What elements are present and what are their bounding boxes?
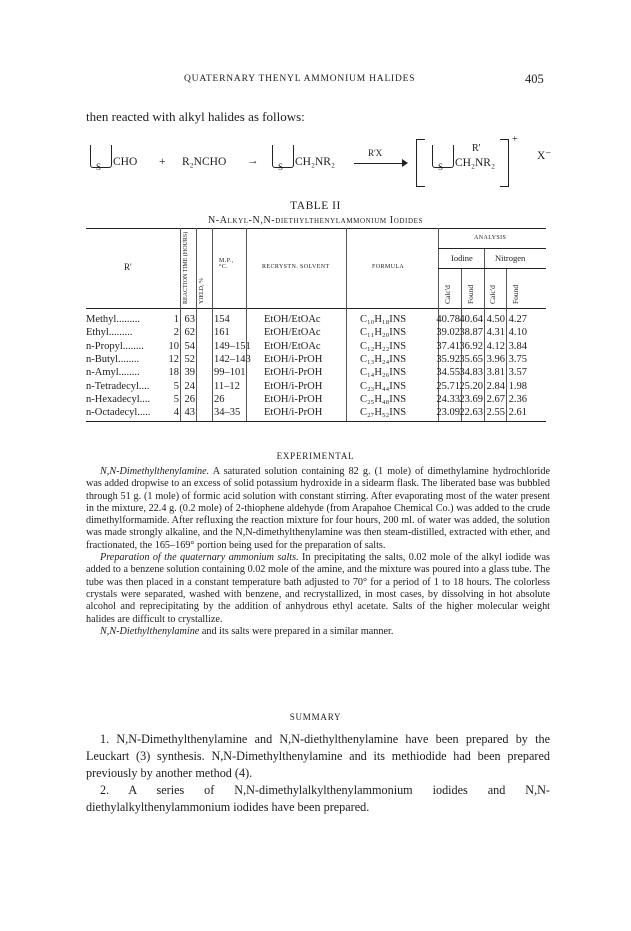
cell-i-calc: 39.02: [436, 327, 460, 339]
cell-mp: 161: [214, 327, 230, 339]
table-header-rule: [86, 308, 546, 309]
cell-mp: 26: [214, 393, 225, 405]
cell-i-found: 22.63: [459, 407, 483, 419]
header-iodine-found: Found: [466, 284, 475, 304]
bracket-left: [416, 139, 425, 187]
table-bottom-rule: [86, 421, 546, 422]
cell-yield: 26: [184, 393, 195, 405]
cell-solvent: EtOH/i-PrOH: [264, 353, 323, 365]
reagent-label: R'X: [368, 148, 383, 158]
cell-n-calc: 2.55: [486, 407, 505, 419]
cell-n-found: 2.36: [508, 393, 527, 405]
cell-solvent: EtOH/EtOAc: [264, 327, 321, 339]
experimental-paragraph-3: [86, 626, 550, 638]
summary-heading: SUMMARY: [289, 712, 342, 722]
cell-time: 12: [168, 353, 179, 365]
cell-yield: 63: [184, 314, 195, 325]
header-solvent: RECRYSTN. SOLVENT: [262, 264, 330, 270]
col-divider: [506, 268, 507, 421]
p1-body: A saturated solution containing 82 g. (1 mole) of dimethylamine hydrochloride was added dropwise to an excess of solid potassium hydroxide in a sidearm flask. The liberated base was bubbled through 51 g. (1 mole) of formic acid solution with constant stirring. After evaporating most of the water present in the mixture, 22.4 g. (0.2 mole) of 2-thiophene aldehyde (from Arapahoe Chemical Co.) was added to the crude dimethylformamide. After refluxing the reaction mixture for four hours, 200 ml. of water was added, the solution was made strongly alkaline, and the N,N-dimethylthenylamine was then steam-distilled, extracted with ether, and fractionated, the 165–169° portion being used for the preparation of salts.: [86, 466, 551, 551]
cell-i-found: 34.83: [459, 367, 483, 379]
reaction-scheme: [0, 134, 631, 197]
cell-yield: 24: [184, 380, 195, 392]
amine-group: CH₂NR₂: [295, 156, 335, 168]
cell-n-found: 3.75: [508, 353, 527, 365]
cell-r: n-Amyl........: [86, 367, 140, 379]
bracket-right: [500, 139, 509, 187]
table-subtitle: N-Alkyl-N,N-diethylthenylammonium Iodides: [207, 215, 424, 226]
cell-time: 10: [168, 340, 179, 352]
cell-formula: C₁₁H₂₀INS: [360, 327, 407, 339]
summary-section: [86, 731, 550, 816]
plus-sign: +: [159, 156, 166, 168]
cell-r: n-Hexadecyl....: [86, 393, 151, 405]
header-nitrogen-calcd: Calc'd: [488, 285, 497, 304]
subgroup-rule: [438, 268, 546, 269]
cell-n-calc: 3.81: [486, 367, 505, 379]
cell-i-calc: 23.09: [436, 407, 460, 419]
experimental-paragraph-2: [86, 552, 550, 626]
cell-i-calc: 25.71: [436, 380, 460, 392]
arrow-1: →: [247, 155, 259, 167]
header-r: R': [124, 262, 132, 272]
col-divider: [484, 248, 485, 421]
cell-yield: 43: [184, 407, 195, 419]
cell-n-calc: 3.96: [486, 353, 505, 365]
col-divider: [246, 228, 247, 421]
running-title: QUATERNARY THENYL AMMONIUM HALIDES: [184, 74, 416, 84]
cell-i-found: 35.65: [459, 353, 483, 365]
arrow-2-shaft: [354, 163, 406, 164]
cell-mp: 99–101: [214, 367, 246, 379]
col-divider: [212, 228, 213, 421]
cell-i-calc: 34.55: [436, 367, 460, 379]
cell-i-found: 25.20: [459, 380, 483, 392]
header-nitrogen-found: Found: [511, 284, 520, 304]
cell-solvent: EtOH/i-PrOH: [264, 380, 323, 392]
aldehyde-group: CHO: [113, 156, 138, 168]
cell-yield: 54: [184, 340, 195, 352]
summary-item-1: 1. N,N-Dimethylthenylamine and N,N-diethylthenylamine have been prepared by the Leuckart (3) synthesis. N,N-Dimethylthenylamine and its methiodide had been prepared previously by another method (4).: [86, 732, 550, 780]
cell-formula: C₂₃H₄₄INS: [360, 380, 407, 392]
cell-formula: C₂₅H₄₈INS: [360, 393, 407, 405]
cell-mp: 149–151: [214, 340, 251, 352]
header-time: REACTION TIME (HOURS): [183, 231, 189, 304]
cell-i-found: 23.69: [459, 393, 483, 405]
header-iodine-calcd: Calc'd: [443, 285, 452, 304]
header-nitrogen: Nitrogen: [495, 253, 526, 263]
header-yield: YIELD, %: [199, 278, 205, 304]
p1-title: N,N-Dimethylthenylamine.: [100, 466, 210, 477]
cell-formula: C₁₃H₂₄INS: [360, 353, 407, 365]
cell-n-calc: 4.12: [486, 340, 505, 352]
header-iodine: Iodine: [451, 253, 473, 263]
r-prime-label: R': [472, 143, 481, 154]
cell-n-found: 4.10: [508, 327, 527, 339]
cell-r: Ethyl.........: [86, 327, 133, 339]
cell-n-calc: 2.84: [486, 380, 505, 392]
cell-time: 5: [173, 380, 179, 392]
analysis-rule: [438, 248, 546, 249]
cell-i-calc: 37.41: [436, 340, 460, 352]
cell-formula: C₁₀H₁₈INS: [360, 314, 407, 325]
cell-solvent: EtOH/EtOAc: [264, 314, 321, 325]
cell-i-found: 40.64: [459, 314, 483, 325]
sulfur-label-1: S: [96, 162, 102, 172]
formamide: R₂NCHO: [182, 156, 227, 168]
table-caption: TABLE II: [290, 200, 341, 212]
cell-r: n-Octadecyl.....: [86, 407, 151, 419]
sulfur-label-3: S: [438, 162, 444, 172]
col-divider: [196, 228, 197, 421]
cell-r: n-Tetradecyl....: [86, 380, 150, 392]
header-analysis: ANALYSIS: [474, 235, 507, 241]
header-formula: FORMULA: [372, 264, 405, 270]
p3-title: N,N-Diethylthenylamine: [100, 625, 200, 637]
cell-time: 2: [173, 327, 179, 339]
p3-body: and its salts were prepared in a similar manner.: [201, 625, 394, 637]
experimental-heading: EXPERIMENTAL: [276, 451, 355, 461]
cell-formula: C₁₂H₂₂INS: [360, 340, 407, 352]
charge-sign: +: [512, 134, 518, 145]
cell-yield: 62: [184, 327, 195, 339]
intro-text: then reacted with alkyl halides as follows:: [86, 109, 305, 124]
cell-n-calc: 4.50: [486, 314, 505, 325]
cell-n-found: 2.61: [508, 407, 527, 419]
cell-n-calc: 4.31: [486, 327, 505, 339]
cell-mp: 11–12: [214, 380, 240, 392]
cell-i-calc: 35.92: [436, 353, 460, 365]
anion: X⁻: [537, 150, 552, 162]
cell-formula: C₁₄H₂₆INS: [360, 367, 407, 379]
cell-mp: 154: [214, 314, 230, 325]
cell-mp: 34–35: [214, 407, 241, 419]
cell-solvent: EtOH/i-PrOH: [264, 407, 323, 419]
cell-r: n-Butyl........: [86, 353, 140, 365]
cell-yield: 52: [184, 353, 195, 365]
cell-n-found: 3.57: [508, 367, 527, 379]
cell-r: n-Propyl........: [86, 340, 144, 352]
p2-body: In precipitating the salts, 0.02 mole of the alkyl iodide was added to a benzene solution containing 0.02 mole of the amine, and the mixture was poured into a glass tube. The tube was then placed in a constant temperature bath adjusted to 70° for a period of 1 to 18 hours. The colorless crystals were separated, washed with benzene, and recrystallized, in most cases, by dissolving in hot absolute alcohol and reprecipitating by the addition of anhydrous ethyl acetate. Salts of the higher molecular weight halides are difficult to crystallize.: [86, 552, 551, 625]
sulfur-label-2: S: [278, 162, 284, 172]
cell-n-found: 1.98: [508, 380, 527, 392]
cell-time: 1: [173, 314, 179, 325]
page-number: 405: [525, 72, 544, 86]
cell-i-found: 36.92: [459, 340, 483, 352]
cell-solvent: EtOH/i-PrOH: [264, 393, 323, 405]
cell-n-found: 4.27: [508, 314, 527, 325]
col-divider: [346, 228, 347, 421]
cell-mp: 142–143: [214, 353, 251, 365]
cell-time: 5: [173, 393, 179, 405]
header-mp: M.P., °C.: [219, 258, 234, 270]
col-divider: [180, 228, 181, 421]
cell-solvent: EtOH/EtOAc: [264, 340, 321, 352]
cell-time: 4: [173, 407, 179, 419]
quaternary-group: CH₂NR₂: [455, 157, 495, 169]
data-table: [86, 228, 546, 428]
cell-r: Methyl.........: [86, 314, 140, 325]
cell-n-found: 3.84: [508, 340, 527, 352]
cell-n-calc: 2.67: [486, 393, 505, 405]
experimental-section: [86, 466, 550, 638]
cell-i-calc: 40.78: [436, 314, 460, 325]
cell-yield: 39: [184, 367, 195, 379]
p2-title: Preparation of the quaternary ammonium salts.: [100, 552, 299, 564]
cell-solvent: EtOH/i-PrOH: [264, 367, 323, 379]
cell-i-calc: 24.33: [436, 393, 460, 405]
cell-formula: C₂₇H₅₂INS: [360, 407, 407, 419]
experimental-paragraph-1: [86, 466, 550, 552]
table-top-rule: [86, 228, 546, 229]
cell-time: 18: [168, 367, 179, 379]
cell-i-found: 38.87: [459, 327, 483, 339]
summary-item-2: 2. A series of N,N-dimethylalkylthenylammonium iodides and N,N-diethylalkylthenylammonium iodides have been prepared.: [86, 783, 550, 814]
arrow-2-head: [402, 159, 408, 167]
